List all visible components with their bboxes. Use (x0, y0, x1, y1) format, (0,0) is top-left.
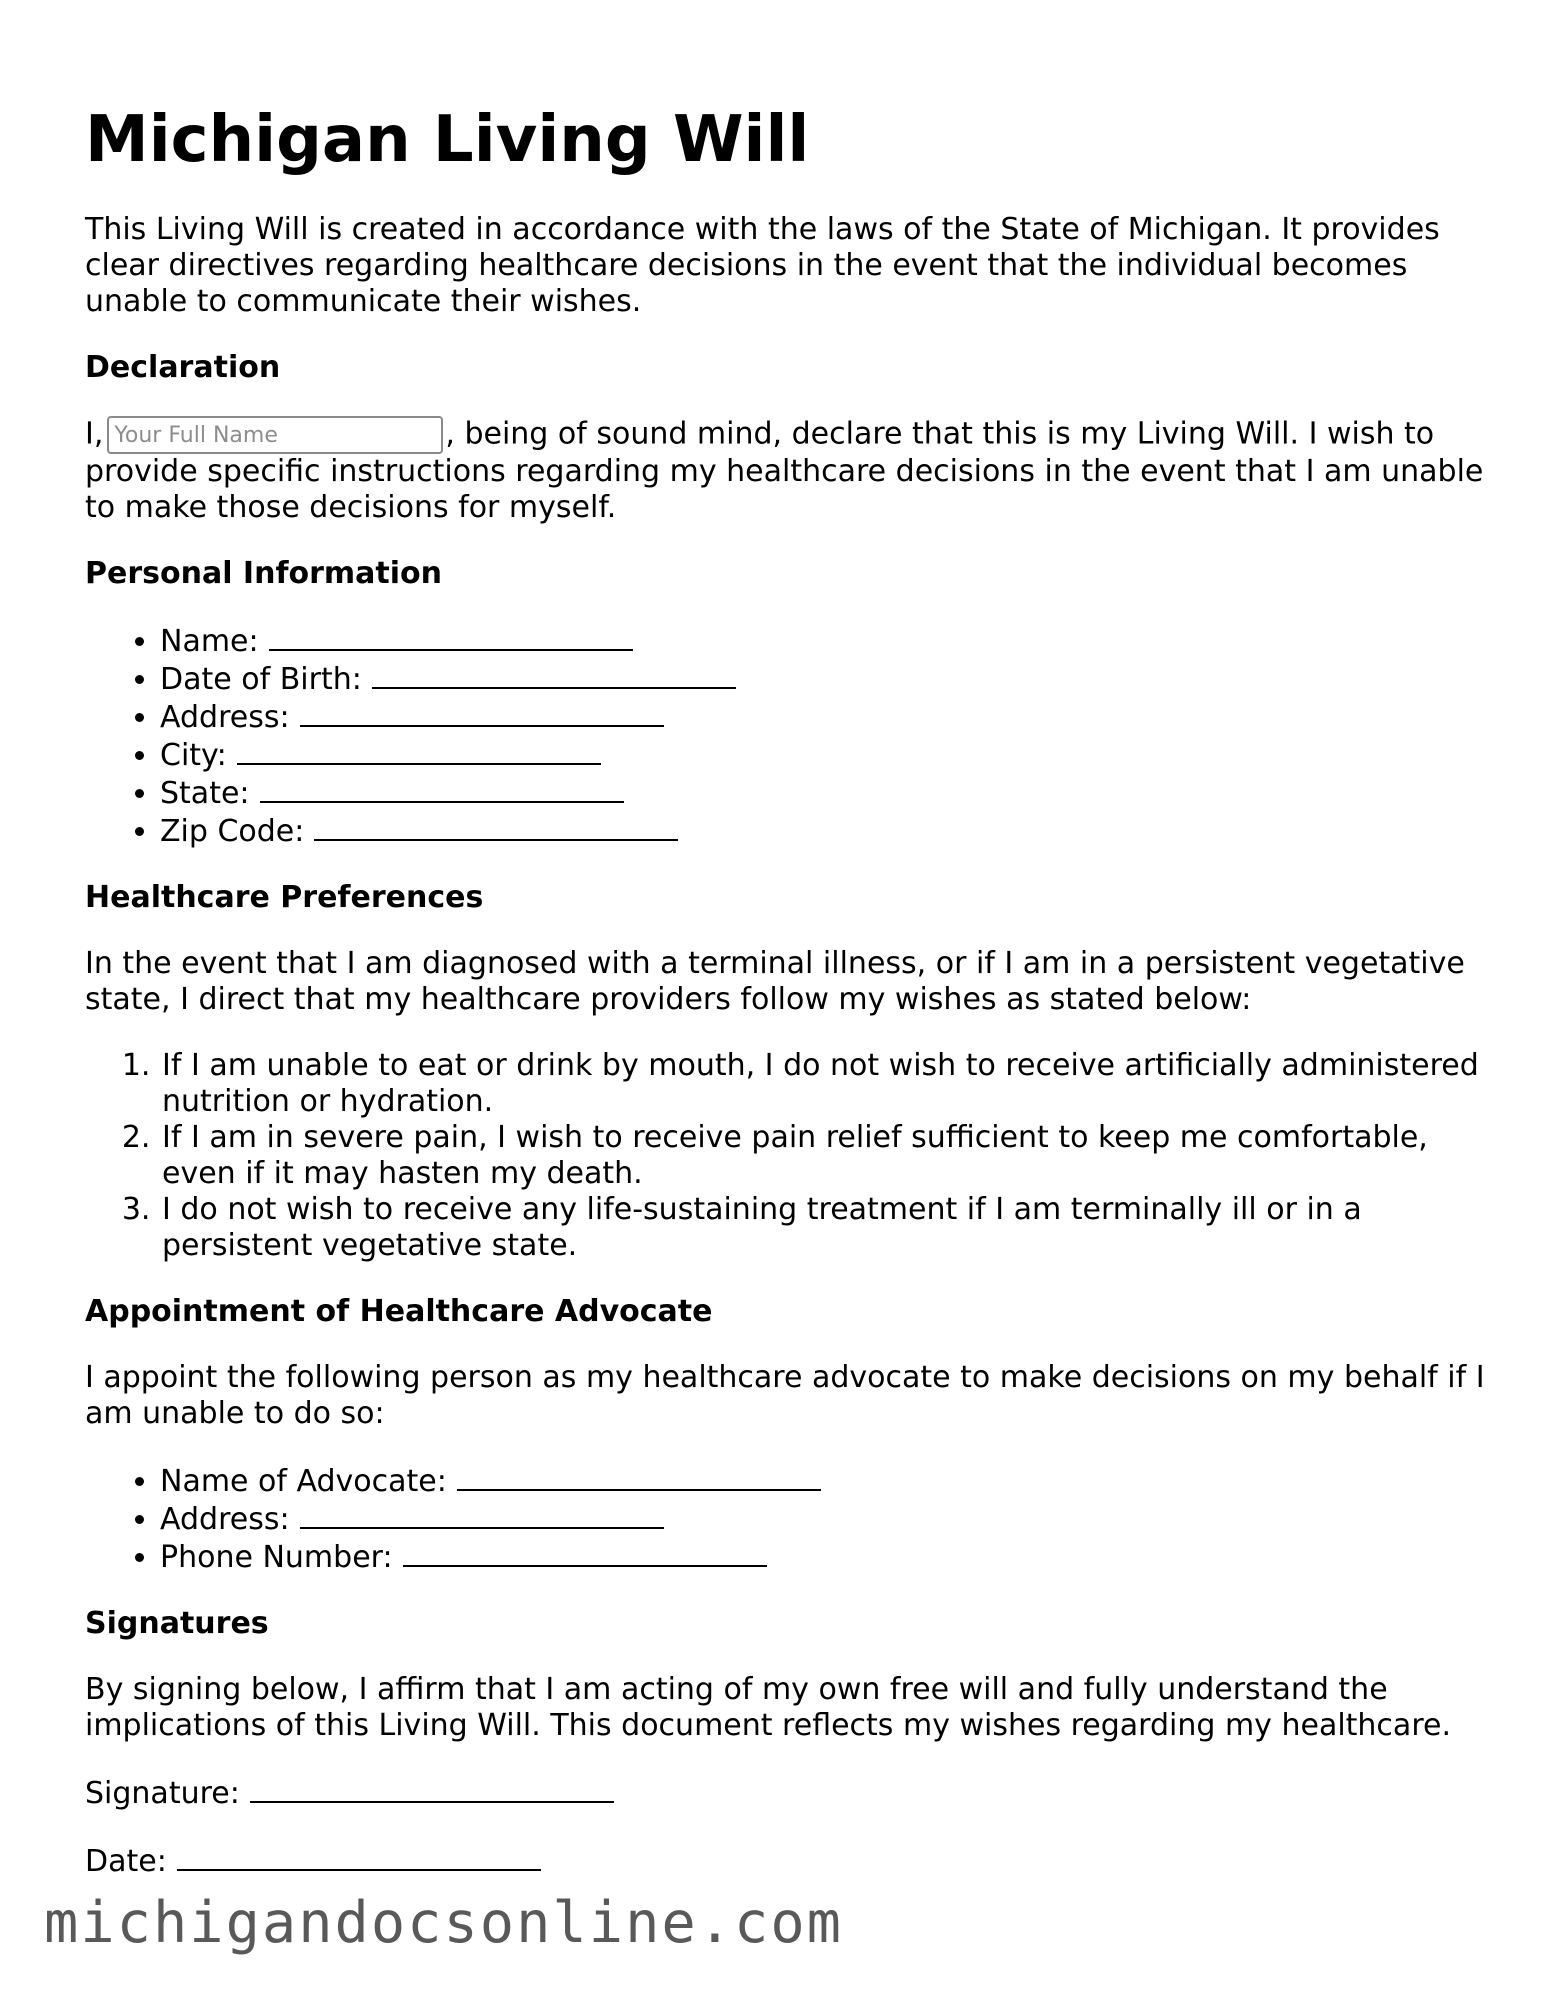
signatures-paragraph: By signing below, I affirm that I am acting of my own free will and fully understand the implications of this Living Will. This document reflects my wishes regarding my healthcare. (85, 1672, 1451, 1743)
signature-label: Signature: (85, 1776, 240, 1811)
declaration-prefix: I, (85, 416, 104, 452)
advocate-name-blank-line[interactable] (457, 1462, 821, 1491)
list-item (160, 660, 1485, 698)
address-blank-line[interactable] (300, 698, 664, 727)
declaration-heading: Declaration (85, 350, 281, 385)
signature-line (85, 1774, 1485, 1812)
name-blank-line[interactable] (269, 622, 633, 651)
page-title: Michigan Living Will (85, 103, 810, 177)
field-label-dob: Date of Birth: (160, 662, 362, 697)
advocate-heading: Appointment of Healthcare Advocate (85, 1294, 713, 1329)
list-item (160, 812, 1485, 850)
dob-blank-line[interactable] (372, 660, 736, 689)
list-item (160, 698, 1485, 736)
healthcare-intro: In the event that I am diagnosed with a terminal illness, or if I am in a persistent vegetative state, I direct that my healthcare providers follow my wishes as stated below: (85, 946, 1465, 1017)
list-item (160, 1538, 1485, 1576)
declaration-paragraph (85, 416, 1485, 526)
field-label-advocate-address: Address: (160, 1502, 290, 1537)
healthcare-preferences-list (85, 1048, 1485, 1264)
list-item (160, 622, 1485, 660)
list-item: 3. I do not wish to receive any life-sustaining treatment if I am terminally ill or in a persistent vegetative state. (160, 1192, 1485, 1264)
document-page (85, 100, 1485, 1910)
date-label: Date: (85, 1844, 167, 1879)
date-blank-line[interactable] (177, 1842, 541, 1871)
list-item (160, 774, 1485, 812)
field-label-city: City: (160, 738, 227, 773)
list-item: 1. If I am unable to eat or drink by mouth, I do not wish to receive artificially administered nutrition or hydration. (160, 1048, 1485, 1120)
date-line (85, 1842, 1485, 1880)
signatures-heading: Signatures (85, 1606, 269, 1641)
advocate-info-list (85, 1462, 1485, 1576)
zip-blank-line[interactable] (314, 812, 678, 841)
advocate-phone-blank-line[interactable] (403, 1538, 767, 1567)
list-item (160, 1500, 1485, 1538)
full-name-input[interactable] (107, 416, 443, 454)
list-item (160, 736, 1485, 774)
list-item (160, 1462, 1485, 1500)
personal-info-heading: Personal Information (85, 556, 442, 591)
watermark: michigandocsonline.com (44, 1890, 843, 1956)
field-label-advocate-name: Name of Advocate: (160, 1464, 447, 1499)
state-blank-line[interactable] (260, 774, 624, 803)
intro-paragraph: This Living Will is created in accordance with the laws of the State of Michigan. It provides clear directives regarding healthcare decisions in the event that the individual becomes unable to communicate their wishes. (85, 212, 1440, 319)
field-label-name: Name: (160, 624, 259, 659)
declaration-text: , being of sound mind, declare that this is my Living Will. I wish to provide specific instructions regarding my healthcare decisions in the event that I am unable to make those decisions for myself. (85, 416, 1484, 525)
city-blank-line[interactable] (237, 736, 601, 765)
advocate-intro: I appoint the following person as my healthcare advocate to make decisions on my behalf if I am unable to do so: (85, 1360, 1485, 1431)
personal-info-list (85, 622, 1485, 850)
field-label-state: State: (160, 776, 250, 811)
field-label-advocate-phone: Phone Number: (160, 1540, 393, 1575)
list-item: 2. If I am in severe pain, I wish to receive pain relief sufficient to keep me comfortable, even if it may hasten my death. (160, 1120, 1485, 1192)
field-label-zip: Zip Code: (160, 814, 305, 849)
signature-blank-line[interactable] (250, 1774, 614, 1803)
field-label-address: Address: (160, 700, 290, 735)
healthcare-heading: Healthcare Preferences (85, 880, 484, 915)
advocate-address-blank-line[interactable] (300, 1500, 664, 1529)
